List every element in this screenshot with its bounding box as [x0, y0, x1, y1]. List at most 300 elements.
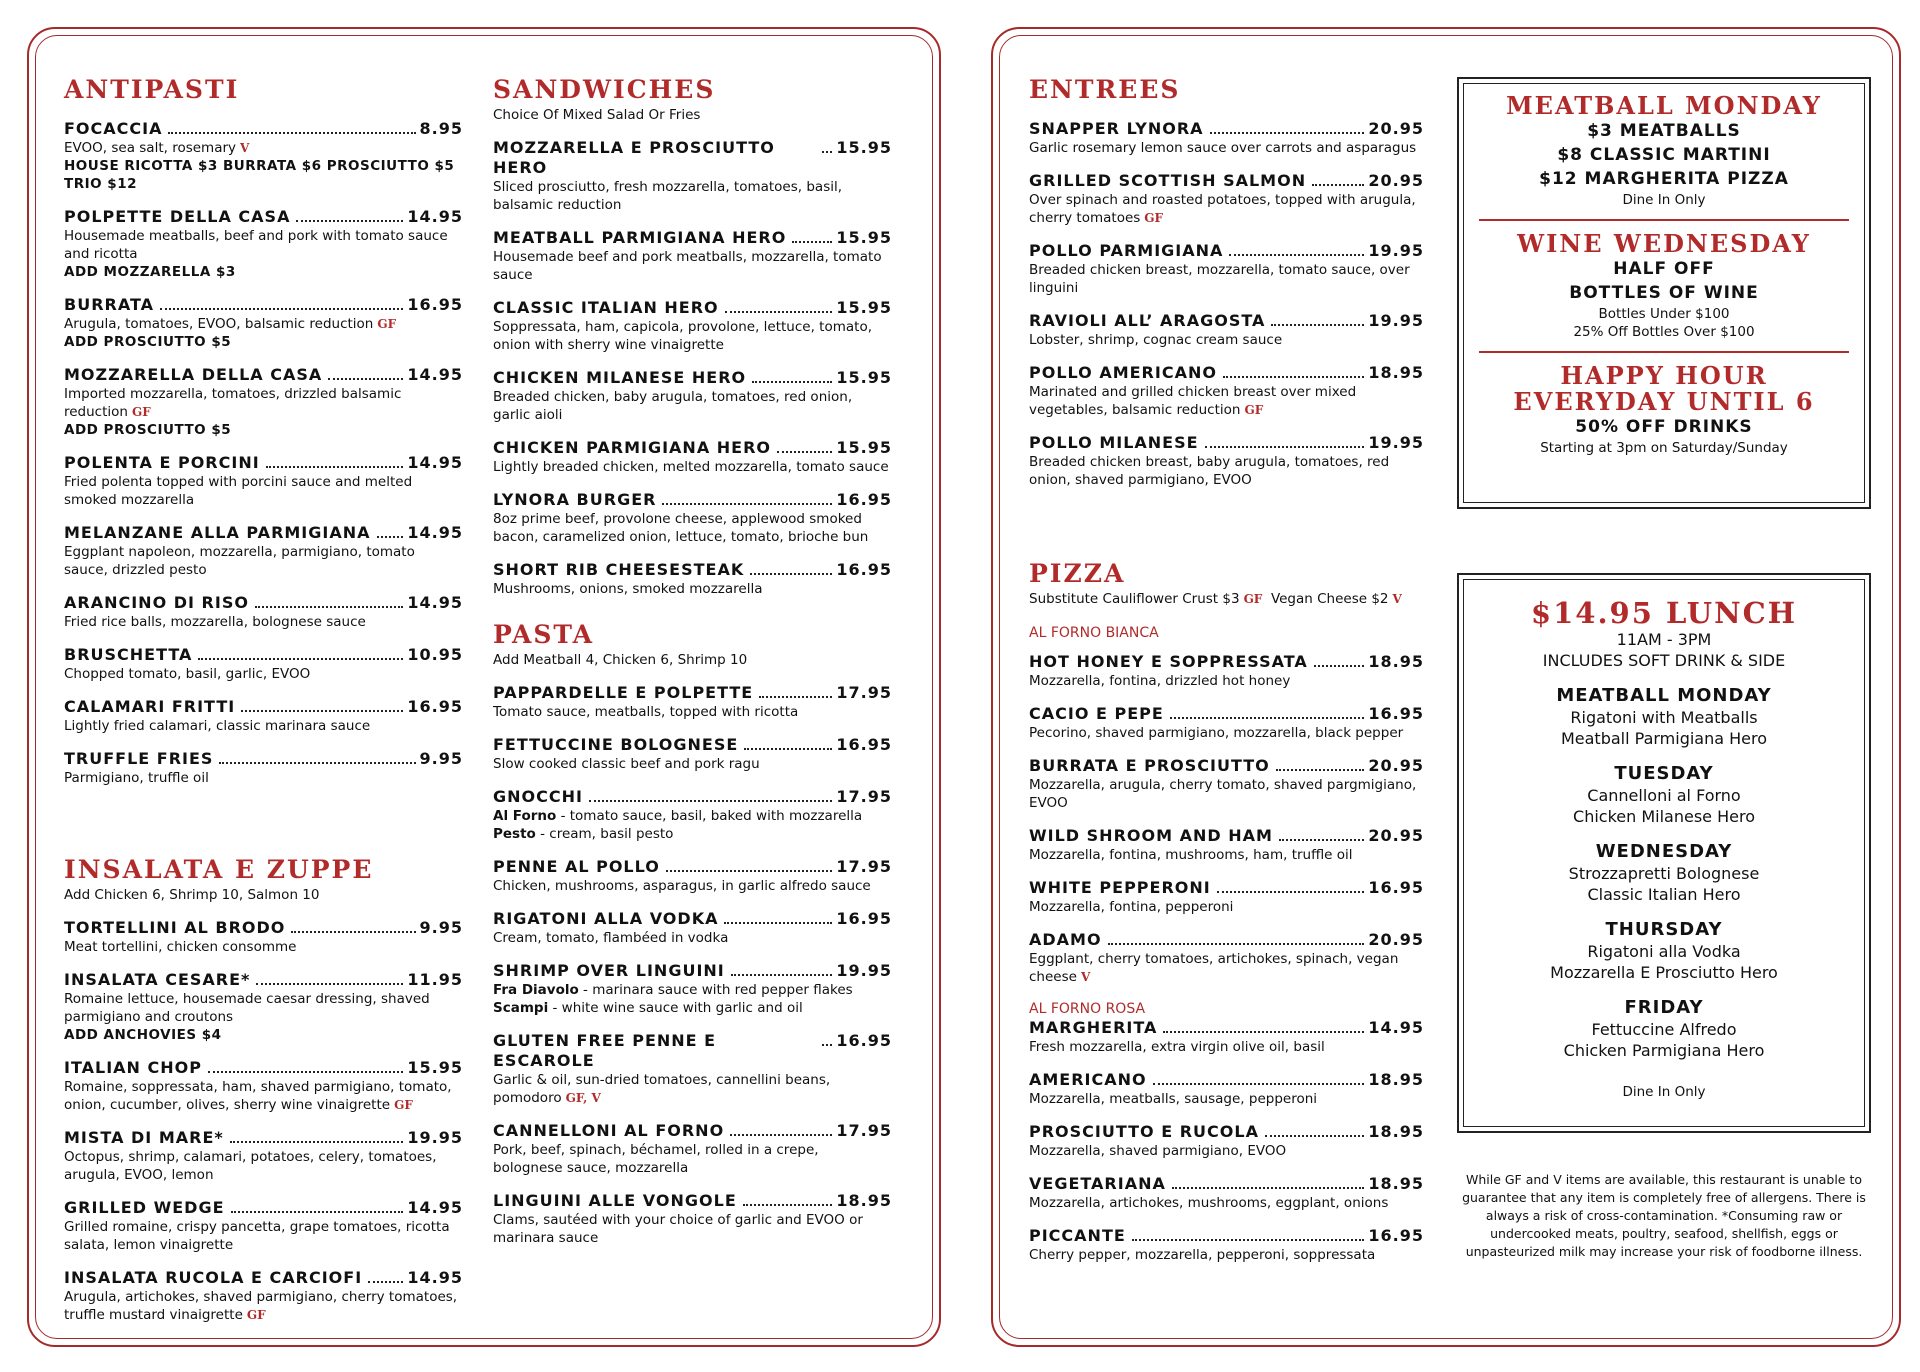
item-name: PENNE AL POLLO [493, 857, 660, 876]
section-title: ANTIPASTI [64, 75, 240, 104]
dot-leader [241, 710, 403, 712]
promo-line: BOTTLES OF WINE [1569, 283, 1759, 303]
item-header [1029, 363, 1424, 383]
dot-leader [730, 1134, 832, 1136]
item-name: POLENTA E PORCINI [64, 453, 260, 472]
description-text: Lobster, shrimp, cognac cream sauce [1029, 332, 1283, 348]
item-price: 9.95 [419, 918, 463, 937]
item-price: 16.95 [836, 560, 892, 579]
item-name: CALAMARI FRITTI [64, 697, 236, 716]
description-text: Housemade beef and pork meatballs, mozzarella, tomato sauce [493, 249, 882, 283]
promo-line: HALF OFF [1613, 259, 1715, 279]
menu-item [493, 735, 892, 773]
item-name: GRILLED SCOTTISH SALMON [1029, 171, 1307, 190]
item-price: 16.95 [407, 697, 463, 716]
item-name: FETTUCCINE BOLOGNESE [493, 735, 739, 754]
dot-leader [725, 311, 833, 313]
item-description [64, 1218, 463, 1254]
item-header [64, 645, 463, 665]
description-text: Fried rice balls, mozzarella, bolognese sauce [64, 614, 366, 630]
item-list [493, 683, 892, 1247]
lunch-dish: Strozzapretti Bolognese [1568, 864, 1760, 883]
item-header [64, 1128, 463, 1148]
promo-note: 25% Off Bottles Over $100 [1573, 324, 1755, 340]
description-text: Lightly fried calamari, classic marinara sauce [64, 718, 371, 734]
description-text: Eggplant napoleon, mozzarella, parmigiano, tomato sauce, drizzled pesto [64, 544, 415, 578]
item-header [1029, 1018, 1424, 1038]
dietary-tag: GF [131, 405, 151, 419]
description-text: Romaine, soppressata, ham, shaved parmigiano, tomato, onion, cucumber, olives, sherry wine vinaigrette [64, 1079, 452, 1113]
item-option [493, 807, 892, 825]
item-price: 9.95 [419, 749, 463, 768]
description-text: Fried polenta topped with porcini sauce and melted smoked mozzarella [64, 474, 413, 508]
item-header [493, 961, 892, 981]
item-header [1029, 1226, 1424, 1246]
item-price: 18.95 [1368, 652, 1424, 671]
item-addon: TRIO $12 [64, 176, 137, 192]
crust-note: Substitute Cauliflower Crust $3 [1029, 591, 1240, 607]
item-description [493, 755, 892, 773]
item-description [1029, 898, 1424, 916]
description-text: Cream, tomato, flambéed in vodka [493, 930, 729, 946]
item-name: LYNORA BURGER [493, 490, 657, 509]
description-text: Tomato sauce, meatballs, topped with ricotta [493, 704, 799, 720]
item-header [1029, 1122, 1424, 1142]
item-option [493, 825, 892, 843]
item-description [493, 388, 892, 424]
item-price: 20.95 [1368, 756, 1424, 775]
item-description [64, 769, 463, 787]
menu-item [493, 490, 892, 546]
item-header [493, 683, 892, 703]
item-header [64, 1198, 463, 1218]
item-description [64, 139, 463, 157]
menu-item [493, 438, 892, 476]
item-header [493, 1121, 892, 1141]
item-price: 15.95 [836, 438, 892, 457]
item-price: 8.95 [419, 119, 463, 138]
item-name: PAPPARDELLE E POLPETTE [493, 683, 754, 702]
item-header [1029, 241, 1424, 261]
item-description [64, 543, 463, 579]
description-text: Housemade meatballs, beef and pork with tomato sauce and ricotta [64, 228, 448, 262]
description-text: Chicken, mushrooms, asparagus, in garlic alfredo sauce [493, 878, 871, 894]
item-description [64, 717, 463, 735]
item-price: 19.95 [1368, 241, 1424, 260]
item-name: ITALIAN CHOP [64, 1058, 202, 1077]
menu-panel-right [991, 27, 1901, 1347]
item-price: 14.95 [407, 453, 463, 472]
item-description [493, 1141, 892, 1177]
lunch-day [1463, 919, 1865, 983]
item-name: MARGHERITA [1029, 1018, 1158, 1037]
description-text: Mozzarella, fontina, pepperoni [1029, 899, 1234, 915]
divider [1479, 351, 1849, 353]
item-header [1029, 311, 1424, 331]
allergen-disclaimer: While GF and V items are available, this restaurant is unable to guarantee that any item is completely free of allergens. There is always a risk of cross-contamination. *Consuming raw or undercooked meats, poultry, seafood, shellfish, eggs or unpasteurized milk may increase your risk of foodborne illness. [1462, 1172, 1866, 1259]
item-description [493, 929, 892, 947]
item-price: 14.95 [407, 593, 463, 612]
menu-item [493, 1191, 892, 1247]
description-text: Soppressata, ham, capicola, provolone, lettuce, tomato, onion with sherry wine vinaigrette [493, 319, 872, 353]
item-name: POLLO PARMIGIANA [1029, 241, 1224, 260]
item-header [64, 697, 463, 717]
subsection-rosa: AL FORNO ROSA [1029, 1001, 1146, 1017]
dot-leader [1223, 376, 1364, 378]
item-price: 16.95 [836, 909, 892, 928]
lunch-dish: Cannelloni al Forno [1587, 786, 1741, 805]
item-price: 16.95 [1368, 704, 1424, 723]
lunch-dish: Meatball Parmigiana Hero [1560, 729, 1768, 748]
menu-item [1029, 1070, 1424, 1108]
item-description [1029, 1038, 1424, 1056]
item-price: 10.95 [407, 645, 463, 664]
item-name: CANNELLONI AL FORNO [493, 1121, 725, 1140]
item-name: BRUSCHETTA [64, 645, 193, 664]
item-price: 16.95 [836, 735, 892, 754]
item-header [1029, 1070, 1424, 1090]
item-name: MELANZANE ALLA PARMIGIANA [64, 523, 371, 542]
section-title: SANDWICHES [493, 75, 716, 104]
item-name: AMERICANO [1029, 1070, 1147, 1089]
promo-line: $8 CLASSIC MARTINI [1557, 145, 1771, 165]
item-description [1029, 1194, 1424, 1212]
item-price: 18.95 [836, 1191, 892, 1210]
item-description [493, 703, 892, 721]
item-description [64, 385, 463, 421]
item-header [493, 787, 892, 807]
v-tag: V [1392, 592, 1402, 606]
menu-item [1029, 1122, 1424, 1160]
column-antipasti [64, 75, 463, 1324]
section-antipasti [64, 75, 463, 787]
dot-leader [368, 1281, 403, 1283]
description-text: EVOO, sea salt, rosemary [64, 140, 237, 156]
menu-item [1029, 704, 1424, 742]
item-name: BURRATA E PROSCIUTTO [1029, 756, 1270, 775]
item-name: SNAPPER LYNORA [1029, 119, 1204, 138]
dot-leader [1312, 184, 1364, 186]
item-description [64, 665, 463, 683]
item-price: 15.95 [836, 368, 892, 387]
gf-tag: GF [1243, 592, 1263, 606]
description-text: Arugula, artichokes, shaved parmigiano, cherry tomatoes, truffle mustard vinaigrette [64, 1289, 458, 1323]
item-header [1029, 433, 1424, 453]
item-price: 17.95 [836, 787, 892, 806]
item-header [1029, 652, 1424, 672]
item-list [64, 918, 463, 1324]
item-price: 20.95 [1368, 930, 1424, 949]
dot-leader [724, 922, 832, 924]
item-description [1029, 331, 1424, 349]
happy-hour-title: HAPPY HOUR [1560, 361, 1768, 390]
item-price: 20.95 [1368, 171, 1424, 190]
description-text: Mozzarella, meatballs, sausage, pepperoni [1029, 1091, 1318, 1107]
item-description [64, 613, 463, 631]
dot-leader [759, 696, 832, 698]
lunch-day-name: WEDNESDAY [1595, 841, 1733, 862]
menu-item [493, 228, 892, 284]
item-description [1029, 724, 1424, 742]
item-description [493, 458, 892, 476]
lunch-day-name: MEATBALL MONDAY [1556, 685, 1772, 706]
lunch-day [1463, 841, 1865, 905]
dot-leader [1229, 254, 1364, 256]
item-header [64, 295, 463, 315]
description-text: Pecorino, shaved parmigiano, mozzarella, black pepper [1029, 725, 1404, 741]
item-list [1029, 119, 1424, 489]
menu-item [1029, 878, 1424, 916]
item-description [493, 510, 892, 546]
dot-leader [822, 1044, 832, 1046]
lunch-day [1463, 685, 1865, 749]
item-header [64, 365, 463, 385]
item-name: TRUFFLE FRIES [64, 749, 214, 768]
item-name: RIGATONI ALLA VODKA [493, 909, 719, 928]
item-description [64, 227, 463, 263]
description-text: Mozzarella, shaved parmigiano, EVOO [1029, 1143, 1287, 1159]
column-entrees [1029, 75, 1424, 1264]
item-header [1029, 171, 1424, 191]
dot-leader [230, 1141, 404, 1143]
description-text: Breaded chicken breast, mozzarella, tomato sauce, over linguini [1029, 262, 1410, 296]
lunch-title: $14.95 LUNCH [1530, 596, 1798, 630]
item-price: 16.95 [836, 490, 892, 509]
item-header [493, 857, 892, 877]
dot-leader [1276, 769, 1365, 771]
section-note: Add Meatball 4, Chicken 6, Shrimp 10 [493, 652, 748, 668]
dot-leader [219, 762, 415, 764]
section-pizza [1029, 559, 1424, 1264]
dot-leader [589, 800, 832, 802]
description-text: Sliced prosciutto, fresh mozzarella, tomatoes, basil, balsamic reduction [493, 179, 843, 213]
promo-line: $3 MEATBALLS [1587, 121, 1741, 141]
item-name: HOT HONEY E SOPPRESSATA [1029, 652, 1308, 671]
dietary-tag: GF [1144, 211, 1164, 225]
item-name: PICCANTE [1029, 1226, 1126, 1245]
item-name: GLUTEN FREE PENNE E ESCAROLE [493, 1031, 717, 1070]
menu-item [64, 1128, 463, 1184]
menu-item [493, 368, 892, 424]
item-header [64, 207, 463, 227]
item-list [493, 138, 892, 598]
wine-wednesday-title: WINE WEDNESDAY [1517, 229, 1811, 258]
item-description [64, 1078, 463, 1114]
item-header [493, 138, 892, 178]
item-description [64, 1148, 463, 1184]
description-text: Octopus, shrimp, calamari, potatoes, celery, tomatoes, arugula, EVOO, lemon [64, 1149, 437, 1183]
item-description [1029, 191, 1424, 227]
dot-leader [1314, 665, 1365, 667]
lunch-content [1463, 597, 1865, 1101]
lunch-day-name: FRIDAY [1624, 997, 1704, 1018]
description-text: Meat tortellini, chicken consomme [64, 939, 297, 955]
menu-item [1029, 826, 1424, 864]
happy-hour-subtitle: EVERYDAY UNTIL 6 [1513, 387, 1815, 416]
item-header [64, 523, 463, 543]
section-entrees [1029, 75, 1424, 489]
option-name: Fra Diavolo [493, 982, 579, 998]
description-text: Marinated and grilled chicken breast over mixed vegetables, balsamic reduction [1029, 384, 1357, 418]
lunch-includes: INCLUDES SOFT DRINK & SIDE [1542, 651, 1786, 670]
item-price: 15.95 [407, 1058, 463, 1077]
description-text: Fresh mozzarella, extra virgin olive oil, basil [1029, 1039, 1325, 1055]
menu-item [64, 970, 463, 1044]
dot-leader [208, 1071, 403, 1073]
option-text: - tomato sauce, basil, baked with mozzarella [556, 808, 863, 824]
dietary-tag: GF [377, 317, 397, 331]
dot-leader [291, 931, 415, 933]
section-title: INSALATA E ZUPPE [64, 855, 374, 884]
item-price: 14.95 [407, 207, 463, 226]
item-name: POLPETTE DELLA CASA [64, 207, 291, 226]
menu-item [64, 1058, 463, 1114]
item-header [64, 1058, 463, 1078]
menu-item [493, 909, 892, 947]
lunch-dish: Classic Italian Hero [1587, 885, 1741, 904]
item-header [1029, 826, 1424, 846]
item-description [493, 877, 892, 895]
item-header [493, 368, 892, 388]
menu-item [64, 523, 463, 579]
description-text: Mushrooms, onions, smoked mozzarella [493, 581, 763, 597]
item-description [493, 178, 892, 214]
item-name: CLASSIC ITALIAN HERO [493, 298, 719, 317]
item-name: INSALATA RUCOLA E CARCIOFI [64, 1268, 363, 1287]
menu-item [1029, 433, 1424, 489]
menu-item [64, 453, 463, 509]
item-name: ARANCINO DI RISO [64, 593, 249, 612]
dot-leader [1217, 891, 1365, 893]
item-header [64, 918, 463, 938]
menu-item [493, 1031, 892, 1107]
menu-item [64, 119, 463, 193]
menu-item [64, 365, 463, 439]
dot-leader [666, 870, 833, 872]
menu-item [64, 1198, 463, 1254]
item-description [64, 938, 463, 956]
menu-item [493, 298, 892, 354]
item-description [1029, 1142, 1424, 1160]
menu-item [1029, 930, 1424, 986]
item-header [493, 228, 892, 248]
menu-item [64, 749, 463, 787]
item-price: 19.95 [1368, 311, 1424, 330]
menu-item [64, 593, 463, 631]
item-addon: ADD PROSCIUTTO $5 [64, 422, 232, 438]
dot-leader [160, 308, 403, 310]
item-price: 14.95 [407, 523, 463, 542]
item-addon: HOUSE RICOTTA $3 BURRATA $6 PROSCIUTTO $5 [64, 158, 455, 174]
item-price: 14.95 [407, 1268, 463, 1287]
lunch-hours: 11AM - 3PM [1616, 630, 1712, 649]
dot-leader [662, 503, 832, 505]
menu-item [64, 295, 463, 351]
dot-leader [198, 658, 403, 660]
item-name: PROSCIUTTO E RUCOLA [1029, 1122, 1259, 1141]
menu-panel-left [27, 27, 941, 1347]
description-text: Parmigiano, truffle oil [64, 770, 209, 786]
menu-item [64, 207, 463, 281]
dot-leader [168, 132, 415, 134]
item-description [493, 1071, 892, 1107]
item-description [1029, 846, 1424, 864]
description-text: Mozzarella, artichokes, mushrooms, eggplant, onions [1029, 1195, 1389, 1211]
menu-item [493, 560, 892, 598]
divider [1479, 219, 1849, 221]
item-price: 11.95 [407, 970, 463, 989]
dot-leader [296, 220, 403, 222]
item-name: FOCACCIA [64, 119, 163, 138]
item-price: 14.95 [1368, 1018, 1424, 1037]
item-description [1029, 383, 1424, 419]
menu-item [1029, 756, 1424, 812]
option-name: Al Forno [493, 808, 557, 824]
lunch-day-name: TUESDAY [1614, 763, 1714, 784]
item-description [493, 1211, 892, 1247]
item-description [1029, 453, 1424, 489]
item-addon: ADD MOZZARELLA $3 [64, 264, 236, 280]
lunch-dish: Rigatoni alla Vodka [1587, 942, 1741, 961]
item-option [493, 981, 892, 999]
menu-item [1029, 652, 1424, 690]
lunch-dish: Fettuccine Alfredo [1591, 1020, 1737, 1039]
dot-leader [231, 1211, 404, 1213]
dot-leader [744, 748, 832, 750]
pizza-substitutions [1029, 591, 1424, 608]
item-name: WILD SHROOM AND HAM [1029, 826, 1273, 845]
item-header [1029, 756, 1424, 776]
description-text: Lightly breaded chicken, melted mozzarella, tomato sauce [493, 459, 889, 475]
item-header [64, 1268, 463, 1288]
description-text: Pork, beef, spinach, béchamel, rolled in a crepe, bolognese sauce, mozzarella [493, 1142, 819, 1176]
menu-item [493, 787, 892, 843]
option-text: - cream, basil pesto [535, 826, 674, 842]
dot-leader [266, 466, 404, 468]
item-description [493, 318, 892, 354]
dot-leader [1265, 1135, 1364, 1137]
menu-item [64, 697, 463, 735]
menu-item [1029, 1018, 1424, 1056]
item-name: MOZZARELLA E PROSCIUTTO HERO [493, 138, 775, 177]
item-description [1029, 1246, 1424, 1264]
option-name: Scampi [493, 1000, 549, 1016]
menu-item [64, 918, 463, 956]
description-text: Imported mozzarella, tomatoes, drizzled balsamic reduction [64, 386, 402, 420]
option-text: - marinara sauce with red pepper flakes [578, 982, 853, 998]
item-list [1029, 652, 1424, 986]
section-pasta [493, 620, 892, 1247]
section-title: PASTA [493, 620, 595, 649]
item-price: 20.95 [1368, 119, 1424, 138]
dot-leader [1163, 1031, 1364, 1033]
dot-leader [1132, 1239, 1365, 1241]
item-price: 19.95 [836, 961, 892, 980]
section-note: Add Chicken 6, Shrimp 10, Salmon 10 [64, 887, 320, 903]
dot-leader [1108, 943, 1365, 945]
section-insalata [64, 855, 463, 1324]
description-text: Breaded chicken breast, baby arugula, tomatoes, red onion, shaved parmigiano, EVOO [1029, 454, 1390, 488]
description-text: Mozzarella, arugula, cherry tomato, shaved pargmigiano, EVOO [1029, 777, 1417, 811]
description-text: Eggplant, cherry tomatoes, artichokes, spinach, vegan cheese [1029, 951, 1399, 985]
promo-note: Dine In Only [1622, 192, 1706, 208]
description-text: Romaine lettuce, housemade caesar dressing, shaved parmigiano and croutons [64, 991, 430, 1025]
item-description [493, 248, 892, 284]
item-addon: ADD ANCHOVIES $4 [64, 1027, 222, 1043]
item-name: CHICKEN PARMIGIANA HERO [493, 438, 772, 457]
item-header [64, 749, 463, 769]
section-sandwiches [493, 75, 892, 598]
